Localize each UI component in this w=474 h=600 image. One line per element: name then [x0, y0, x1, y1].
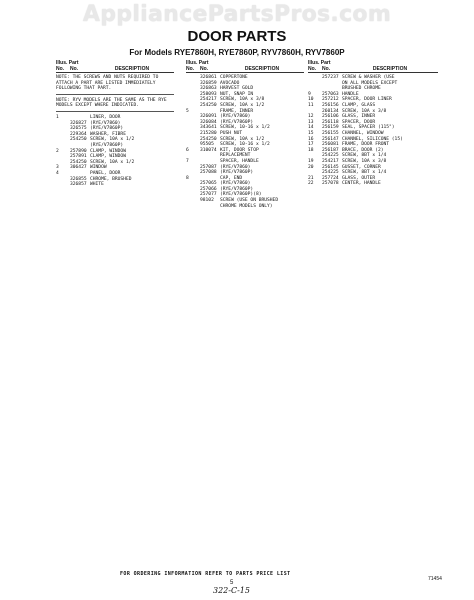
part-number: 326084: [200, 119, 217, 125]
part-number: 98102: [200, 198, 214, 204]
part-description: SCREW, 10-16 x 1/2: [220, 125, 270, 131]
part-number: 95505: [200, 142, 214, 148]
part-number: 326575: [70, 126, 87, 132]
part-number: 257724: [322, 175, 339, 181]
illus-number: 10: [308, 97, 314, 103]
illus-number: 7: [186, 158, 189, 164]
part-description: LINER, DOOR: [90, 114, 121, 120]
part-number: 254225: [322, 170, 339, 176]
part-description: SCREW (USE ON BRUSHED: [220, 198, 279, 204]
models-subtitle: For Models RYE7860H, RYE7860P, RYV7860H, RYV7860P: [129, 48, 345, 57]
illus-number: 8: [186, 175, 189, 181]
illus-number: 18: [308, 147, 314, 153]
illus-number: 13: [308, 119, 314, 125]
part-number: 260134: [322, 108, 339, 114]
parts-list: [308, 75, 438, 187]
part-number: 229364: [70, 131, 87, 137]
part-description: GLASS, INNER: [342, 114, 376, 120]
part-description: (RYE/V7860P): [220, 186, 254, 192]
part-number: 257890: [70, 148, 87, 154]
part-description: COPPERTONE: [220, 75, 248, 80]
illus-number: 9: [308, 91, 311, 97]
part-description: (RYE/V7860): [220, 181, 251, 187]
part-number: 254217: [322, 158, 339, 164]
part-number: 343641: [200, 125, 217, 131]
parts-list: [56, 115, 174, 188]
part-number: 306427: [70, 165, 87, 171]
part-description: SCREW, 10A x 1/2: [220, 136, 265, 142]
illus-number: 15: [308, 130, 314, 136]
part-number: 257087: [200, 164, 217, 170]
part-description: (RYE/V7860P): [90, 126, 124, 132]
illus-number: 16: [308, 136, 314, 142]
illus-number: 1: [56, 114, 59, 120]
part-description: SCREW, 10A x 3/8: [342, 108, 387, 114]
handwritten-code: 322-C-15: [213, 586, 250, 595]
part-description: PANEL, DOOR: [90, 170, 121, 176]
part-description: SCREW, 10A x 3/8: [342, 158, 387, 164]
part-no-label: No.: [200, 66, 209, 72]
part-description: (RYE/V7860P): [220, 119, 254, 125]
illus-number: 11: [308, 102, 314, 108]
part-number: 215280: [200, 130, 217, 136]
parts-column-2: [186, 60, 304, 209]
part-number: 256159: [322, 125, 339, 131]
part-description: WHITE: [90, 182, 104, 188]
part-number: 326091: [200, 114, 217, 120]
part-number: 256106: [322, 114, 339, 120]
watermark: AppliancePartsPros.com: [82, 2, 392, 27]
illus-number: 4: [56, 170, 59, 176]
part-number: 326827: [70, 120, 87, 126]
part-number: 326857: [70, 182, 87, 188]
part-description: HANDLE: [342, 91, 359, 97]
illus-no-label: No.: [308, 66, 317, 72]
page-title: DOOR PARTS: [187, 28, 287, 45]
part-description: PUSH NUT: [220, 130, 243, 136]
column-header: [308, 66, 438, 73]
illus-number: 2: [56, 148, 59, 154]
part-number: 254250: [200, 102, 217, 108]
part-number: 257212: [322, 97, 339, 103]
part-row: [186, 204, 304, 210]
part-description: BRUSHED CHROME: [342, 86, 381, 92]
part-number: 256145: [322, 164, 339, 170]
note-ryv: NOTE: RYV MODELS ARE THE SAME AS THE RYE MODELS EXCEPT WHERE INDICATED.: [56, 98, 174, 112]
illus-no-label: No.: [186, 66, 195, 72]
description-label: DESCRIPTION: [244, 66, 280, 72]
part-number: 256118: [322, 119, 339, 125]
description-label: DESCRIPTION: [114, 66, 150, 72]
part-description: CENTER, HANDLE: [342, 181, 381, 187]
part-number: 326859: [200, 80, 217, 86]
part-description: SCREW, 8BT x 1/4: [342, 153, 387, 159]
part-number: 326861: [200, 75, 217, 80]
parts-list: [186, 75, 304, 209]
part-description: SEAL, SPACER (115"): [342, 125, 395, 131]
part-number: 256155: [322, 130, 339, 136]
part-description: SPACER, DOOR: [342, 119, 376, 125]
part-number: 256081: [322, 142, 339, 148]
part-description: SCREW, 10A x 1/2: [90, 159, 135, 165]
part-description: GLASS, OUTER: [342, 175, 376, 181]
illus-part-label: Illus. Part: [308, 60, 331, 66]
illus-number: 20: [308, 164, 314, 170]
part-description: BRACE, DOOR (2): [342, 147, 384, 153]
page-number: 5: [230, 580, 234, 586]
illus-number: 14: [308, 125, 314, 131]
part-description: (RYE/V7860): [220, 114, 251, 120]
part-number: 256187: [322, 147, 339, 153]
part-row: [56, 182, 174, 188]
part-number: 254217: [200, 97, 217, 103]
part-description: (RYE/V7860P): [220, 170, 254, 176]
part-number: 326863: [200, 86, 217, 92]
illus-part-label: Illus. Part: [186, 60, 209, 66]
part-number: 257063: [322, 91, 339, 97]
illus-number: 19: [308, 158, 314, 164]
note-screws: NOTE: THE SCREWS AND NUTS REQUIRED TO ATTACH A PART ARE LISTED IMMEDIATELY FOLLOWING THAT PART.: [56, 75, 174, 95]
illus-number: [186, 204, 200, 210]
column-header: [186, 66, 304, 73]
part-number: 257088: [200, 170, 217, 176]
part-description: REPLACEMENT: [220, 153, 251, 159]
part-number: 256147: [322, 136, 339, 142]
part-number: 254250: [200, 136, 217, 142]
part-number: 257891: [70, 154, 87, 160]
part-description: SPACER, DOOR LINER: [342, 97, 392, 103]
part-description: SCREW, 8BT x 1/4: [342, 170, 387, 176]
part-description: SPACER, HANDLE: [220, 158, 259, 164]
part-description: GUSSET, CORNER: [342, 164, 381, 170]
part-description: ON ALL MODELS EXCEPT: [342, 80, 398, 86]
illus-no-label: No.: [56, 66, 65, 72]
part-description: CLAMP, GLASS: [342, 102, 376, 108]
parts-column-1: [56, 60, 174, 188]
part-description: WINDOW: [90, 165, 107, 171]
part-description: CAP, END: [220, 175, 243, 181]
part-number: 310074: [200, 147, 217, 153]
part-description: CLAMP, WINDOW: [90, 154, 126, 160]
document-number: 71454: [428, 576, 442, 582]
part-description: (RYE/V7860P): [90, 142, 124, 148]
part-number: 254250: [70, 137, 87, 143]
part-description: (RYE/V7860): [220, 164, 251, 170]
part-description: AVOCADO: [220, 80, 240, 86]
part-number: 257077: [200, 192, 217, 198]
part-description: (RYE/V7860P)(8): [220, 192, 262, 198]
part-number: 326855: [70, 176, 87, 182]
part-description: FRAME, INNER: [220, 108, 254, 114]
illus-number: [56, 182, 70, 188]
part-description: SCREW, 10A x 1/2: [220, 102, 265, 108]
column-header: [56, 66, 174, 73]
part-number: 257065: [200, 181, 217, 187]
part-description: (RYE/V7860): [90, 120, 121, 126]
part-number: [200, 204, 220, 210]
part-description: CHROME MODELS ONLY): [220, 203, 273, 209]
part-description: CHANNEL, SILICONE (15): [342, 136, 403, 142]
part-number: 257078: [322, 181, 339, 187]
ordering-footer: FOR ORDERING INFORMATION REFER TO PARTS PRICE LIST: [120, 571, 291, 577]
part-number: 254250: [70, 159, 87, 165]
part-description: WASHER, FIBRE: [90, 131, 126, 137]
part-no-label: No.: [70, 66, 79, 72]
illus-number: 6: [186, 147, 189, 153]
part-description: CHANNEL, WINDOW: [342, 130, 384, 136]
part-number: 256156: [322, 102, 339, 108]
part-description: SCREW & WASHER (USE: [342, 75, 395, 80]
illus-number: 22: [308, 181, 314, 187]
part-description: SCREW, 10-16 x 1/2: [220, 142, 270, 148]
part-number: 257066: [200, 186, 217, 192]
part-number: 254225: [322, 153, 339, 159]
part-description: CLAMP, WINDOW: [90, 148, 126, 154]
part-description: SCREW, 10A x 3/8: [220, 97, 265, 103]
illus-part-label: Illus. Part: [56, 60, 79, 66]
part-no-label: No.: [322, 66, 331, 72]
illus-number: 12: [308, 114, 314, 120]
parts-column-3: [308, 60, 438, 187]
part-description: HARVEST GOLD: [220, 86, 254, 92]
illus-number: 21: [308, 175, 314, 181]
part-description: NUT, SNAP IN: [220, 91, 254, 97]
part-number: 258093: [200, 91, 217, 97]
illus-number: 17: [308, 142, 314, 148]
description-label: DESCRIPTION: [372, 66, 408, 72]
part-description: KIT, DOOR STOP: [220, 147, 259, 153]
illus-number: 5: [186, 108, 189, 114]
part-description: CHROME, BRUSHED: [90, 176, 132, 182]
part-row: [308, 181, 438, 187]
part-number: 257237: [322, 75, 339, 80]
part-description: FRAME, DOOR FRONT: [342, 142, 390, 148]
illus-number: 3: [56, 165, 59, 171]
part-description: SCREW, 10A x 1/2: [90, 137, 135, 143]
